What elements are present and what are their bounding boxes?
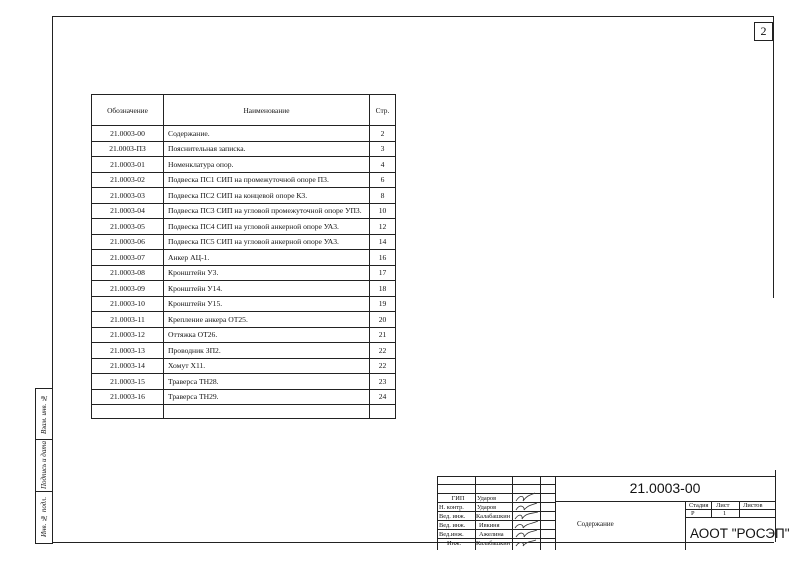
side-stamp-label: Взам. инв. № bbox=[40, 394, 48, 434]
header-code: Обозначение bbox=[92, 95, 164, 126]
row-code: 21.0003-09 bbox=[92, 281, 164, 297]
row-code: 21.0003-12 bbox=[92, 327, 164, 343]
tb-line bbox=[685, 517, 775, 518]
staff-name: Калабашкин bbox=[476, 513, 511, 520]
row-page: 12 bbox=[370, 219, 396, 235]
row-page: 8 bbox=[370, 188, 396, 204]
row-page: 24 bbox=[370, 389, 396, 405]
frame-top-border bbox=[52, 16, 774, 17]
staff-name: Калабашкин bbox=[476, 540, 511, 547]
table-row bbox=[92, 296, 396, 312]
side-stamp-divider bbox=[36, 439, 52, 440]
contents-header-row bbox=[92, 95, 396, 126]
row-name: Траверса ТН28. bbox=[164, 374, 370, 390]
row-page: 16 bbox=[370, 250, 396, 266]
contents-body bbox=[92, 126, 396, 419]
table-row bbox=[92, 126, 396, 142]
table-row bbox=[92, 374, 396, 390]
staff-role: Вед. инж. bbox=[439, 522, 466, 529]
row-code: 21.0003-ПЗ bbox=[92, 141, 164, 157]
row-code: 21.0003-04 bbox=[92, 203, 164, 219]
side-stamp bbox=[35, 388, 53, 544]
stage-header: Стадия bbox=[689, 502, 709, 509]
table-row bbox=[92, 389, 396, 405]
row-page: 2 bbox=[370, 126, 396, 142]
document-name: Содержание bbox=[577, 520, 614, 528]
empty-row bbox=[92, 405, 396, 419]
row-name: Хомут Х11. bbox=[164, 358, 370, 374]
row-code: 21.0003-07 bbox=[92, 250, 164, 266]
row-code: 21.0003-11 bbox=[92, 312, 164, 328]
row-page: 4 bbox=[370, 157, 396, 173]
table-row bbox=[92, 234, 396, 250]
staff-name: Ударов bbox=[477, 495, 497, 502]
sheet-number: 2 bbox=[754, 22, 773, 41]
row-name: Кронштейн У14. bbox=[164, 281, 370, 297]
header-name: Наименование bbox=[164, 95, 370, 126]
staff-role: Вед. инж. bbox=[439, 513, 466, 520]
row-name: Проводник ЗП2. bbox=[164, 343, 370, 359]
contents-table bbox=[91, 94, 396, 419]
row-name: Оттяжка ОТ26. bbox=[164, 327, 370, 343]
table-row bbox=[92, 265, 396, 281]
table-row bbox=[92, 141, 396, 157]
sheet-value: 1 bbox=[723, 510, 727, 517]
tb-line bbox=[555, 501, 775, 502]
row-name: Подвеска ПС5 СИП на угловой анкерной опоре УА3. bbox=[164, 234, 370, 250]
tb-line bbox=[711, 501, 712, 517]
frame-right-border bbox=[773, 16, 774, 298]
table-row bbox=[92, 250, 396, 266]
staff-name: Ударов bbox=[477, 504, 497, 511]
empty-cell bbox=[164, 405, 370, 419]
title-block bbox=[437, 476, 790, 550]
row-code: 21.0003-00 bbox=[92, 126, 164, 142]
row-name: Кронштейн У15. bbox=[164, 296, 370, 312]
row-page: 17 bbox=[370, 265, 396, 281]
row-code: 21.0003-03 bbox=[92, 188, 164, 204]
staff-role: Н. контр. bbox=[439, 504, 464, 511]
row-name: Подвеска ПС4 СИП на угловой анкерной опоре УА3. bbox=[164, 219, 370, 235]
row-page: 3 bbox=[370, 141, 396, 157]
table-row bbox=[92, 188, 396, 204]
tb-line bbox=[739, 501, 740, 517]
header-page: Стр. bbox=[370, 95, 396, 126]
table-row bbox=[92, 312, 396, 328]
empty-cell bbox=[370, 405, 396, 419]
row-name: Содержание. bbox=[164, 126, 370, 142]
row-page: 20 bbox=[370, 312, 396, 328]
staff-role: Инж. bbox=[447, 540, 462, 547]
row-code: 21.0003-02 bbox=[92, 172, 164, 188]
tb-line bbox=[437, 476, 775, 477]
row-code: 21.0003-15 bbox=[92, 374, 164, 390]
side-stamp-label: Подпись и дата bbox=[40, 441, 48, 489]
table-row bbox=[92, 327, 396, 343]
row-page: 18 bbox=[370, 281, 396, 297]
staff-name: Ажелина bbox=[479, 531, 504, 538]
row-name: Кронштейн У3. bbox=[164, 265, 370, 281]
row-code: 21.0003-01 bbox=[92, 157, 164, 173]
row-page: 23 bbox=[370, 374, 396, 390]
row-page: 19 bbox=[370, 296, 396, 312]
row-code: 21.0003-08 bbox=[92, 265, 164, 281]
tb-line bbox=[685, 509, 775, 510]
row-name: Подвеска ПС3 СИП на угловой промежуточной опоре УП3. bbox=[164, 203, 370, 219]
staff-name: Ивкиня bbox=[479, 522, 500, 529]
row-name: Траверса ТН29. bbox=[164, 389, 370, 405]
staff-role: ГИП bbox=[451, 495, 465, 502]
document-code: 21.0003-00 bbox=[629, 480, 701, 496]
row-page: 14 bbox=[370, 234, 396, 250]
row-page: 22 bbox=[370, 358, 396, 374]
row-page: 10 bbox=[370, 203, 396, 219]
row-code: 21.0003-13 bbox=[92, 343, 164, 359]
row-page: 21 bbox=[370, 327, 396, 343]
table-row bbox=[92, 358, 396, 374]
row-code: 21.0003-05 bbox=[92, 219, 164, 235]
row-code: 21.0003-10 bbox=[92, 296, 164, 312]
table-row bbox=[92, 219, 396, 235]
table-row bbox=[92, 343, 396, 359]
organization-name: АООТ "РОСЭП" bbox=[690, 526, 790, 541]
table-row bbox=[92, 281, 396, 297]
row-page: 6 bbox=[370, 172, 396, 188]
empty-cell bbox=[92, 405, 164, 419]
table-row bbox=[92, 157, 396, 173]
row-name: Подвеска ПС2 СИП на концевой опоре К3. bbox=[164, 188, 370, 204]
row-code: 21.0003-14 bbox=[92, 358, 164, 374]
row-page: 22 bbox=[370, 343, 396, 359]
table-row bbox=[92, 172, 396, 188]
sheet-header: Лист bbox=[716, 502, 730, 509]
staff-role: Вед.инж. bbox=[439, 531, 464, 538]
side-stamp-label: Инв. № подл. bbox=[40, 496, 48, 538]
row-name: Пояснительная записка. bbox=[164, 141, 370, 157]
table-row bbox=[92, 203, 396, 219]
signatures-graphic bbox=[513, 485, 540, 549]
row-name: Номенклатура опор. bbox=[164, 157, 370, 173]
sheets-header: Листов bbox=[743, 502, 763, 509]
stage-value: Р bbox=[691, 510, 695, 517]
row-name: Подвеска ПС1 СИП на промежуточной опоре П3. bbox=[164, 172, 370, 188]
row-name: Крепление анкера ОТ25. bbox=[164, 312, 370, 328]
row-name: Анкер АЦ-1. bbox=[164, 250, 370, 266]
row-code: 21.0003-06 bbox=[92, 234, 164, 250]
side-stamp-divider bbox=[36, 491, 52, 492]
row-code: 21.0003-16 bbox=[92, 389, 164, 405]
